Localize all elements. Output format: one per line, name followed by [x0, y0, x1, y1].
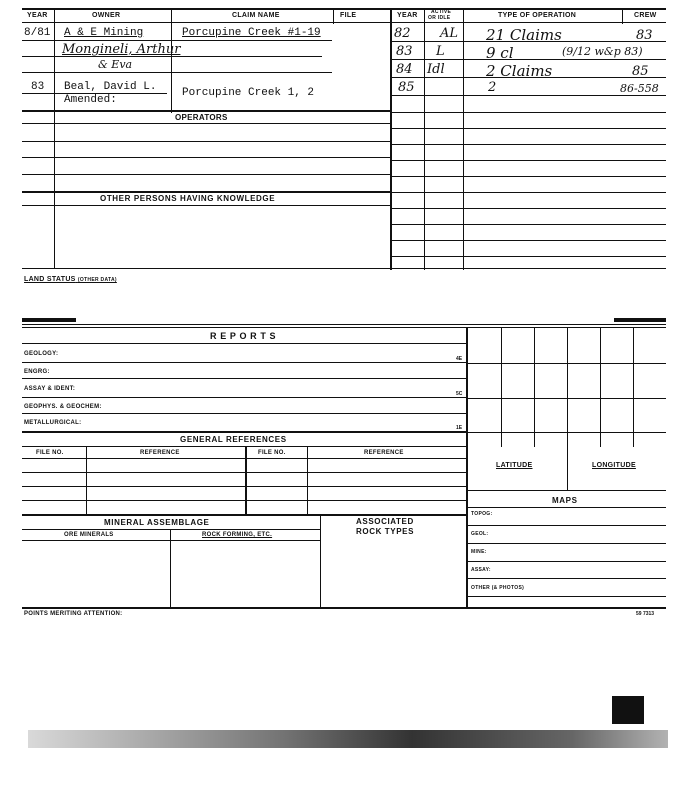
owner-row-5-amended: Amended: [64, 94, 117, 106]
activity-row-2-operation: 9 cl [486, 44, 514, 62]
report-row-line [22, 397, 466, 398]
activity-row-line [390, 256, 666, 257]
reports-heading: R E P O R T S [210, 331, 277, 341]
associated-label: ASSOCIATED [356, 517, 414, 526]
scan-mark [614, 318, 666, 322]
col-header-file: FILE [340, 12, 357, 19]
rock-forming-header: ROCK FORMING, ETC. [202, 532, 273, 538]
activity-row-line [390, 208, 666, 209]
operators-row-line [22, 157, 390, 158]
grid-row [466, 432, 666, 433]
activity-row-line [390, 112, 666, 113]
report-row-line [22, 413, 466, 414]
activity-row-2-note: (9/12 w&p 83) [562, 45, 643, 58]
maps-mine-label: MINE: [471, 549, 487, 555]
owner-row-2-handwritten: Mongineli, Arthur [62, 42, 181, 57]
report-row-line [22, 378, 466, 379]
ref-col-file-no-1: FILE NO. [36, 450, 64, 456]
grid-col [501, 327, 502, 447]
maps-row-line [466, 561, 666, 562]
owner-row-line [22, 72, 332, 73]
divider-active-type [463, 8, 464, 270]
references-col-divider [86, 446, 87, 514]
ref-col-reference-1: REFERENCE [140, 450, 180, 456]
maps-row-line [466, 578, 666, 579]
activity-row-3-operation: 2 Claims [486, 62, 553, 80]
scan-mark [22, 318, 76, 322]
owner-row-4-year: 83 [31, 81, 45, 93]
maps-topog-label: TOPOG: [471, 511, 493, 517]
activity-row-line [390, 240, 666, 241]
references-heading-line [22, 446, 466, 447]
activity-row-line [390, 224, 666, 225]
col-header-year: YEAR [27, 12, 48, 19]
owner-row-1-claim: Porcupine Creek #1-19 [182, 27, 321, 39]
mineral-heading-line [22, 529, 320, 530]
grid-row [466, 363, 666, 364]
activity-row-3-year: 84 [396, 62, 413, 77]
activity-row-line [390, 192, 666, 193]
report-metallurgical-code: 1E [456, 425, 463, 431]
reports-right-divider [466, 327, 468, 607]
col-header-type-of-operation: TYPE OF OPERATION [498, 12, 577, 19]
operators-row-line [22, 123, 390, 124]
references-row-line [22, 486, 466, 487]
maps-other-label: OTHER (& PHOTOS) [471, 585, 525, 591]
grid-col [567, 327, 568, 490]
activity-row-line [390, 176, 666, 177]
operators-top-border [22, 110, 390, 112]
report-geology-code: 4E [456, 356, 463, 362]
ref-col-reference-2: REFERENCE [364, 450, 404, 456]
owner-row-3-handwritten: & Eva [98, 58, 133, 71]
activity-row-line [390, 144, 666, 145]
activity-row-line [390, 95, 666, 96]
mineral-assemblage-heading: MINERAL ASSEMBLAGE [104, 518, 210, 527]
report-geology-label: GEOLOGY: [24, 351, 59, 357]
col-header-active: ACTIVE [431, 9, 452, 15]
mineral-subheading-line [22, 540, 320, 541]
activity-row-2-status: L [436, 44, 445, 59]
owner-row-line [22, 40, 332, 41]
other-persons-top-border [22, 191, 390, 193]
land-status-label: LAND STATUS (OTHER DATA) [24, 276, 117, 283]
top-border [22, 8, 666, 10]
owner-row-line [22, 56, 322, 57]
divider-claim-file [333, 8, 334, 24]
general-references-top-border [22, 431, 466, 433]
mineral-rock-divider [320, 514, 321, 607]
operators-row-line [22, 174, 390, 175]
col-header-crew: CREW [634, 12, 657, 19]
header-bottom-border [22, 22, 666, 23]
longitude-label: LONGITUDE [592, 462, 636, 469]
report-assay-code: 5C [456, 391, 463, 397]
maps-row-line [466, 525, 666, 526]
report-row-line [22, 362, 466, 363]
references-row-line [22, 472, 466, 473]
general-references-heading: GENERAL REFERENCES [180, 435, 287, 444]
report-engrg-label: ENGRG: [24, 369, 50, 375]
grid-col [534, 327, 535, 447]
activity-row-1-operation: 21 Claims [486, 26, 562, 44]
divider-type-crew [622, 8, 623, 24]
references-col-divider [245, 446, 247, 514]
activity-row-line [390, 59, 666, 60]
maps-heading-line [466, 507, 666, 508]
reports-heading-line [22, 343, 466, 344]
scan-artifact-block [612, 696, 644, 724]
activity-row-2-year: 83 [396, 44, 413, 59]
divider-owner-claim [171, 8, 172, 113]
divider-left-right-block [390, 8, 392, 270]
activity-row-3-status: Idl [427, 62, 445, 77]
activity-row-line [390, 41, 666, 42]
owner-row-4-claim: Porcupine Creek 1, 2 [182, 87, 315, 99]
ref-col-file-no-2: FILE NO. [258, 450, 286, 456]
activity-row-3-crew: 85 [632, 64, 649, 79]
divider-year-owner [54, 8, 55, 268]
col-header-or-idle: OR IDLE [428, 15, 451, 21]
owner-row-4-owner: Beal, David L. [64, 81, 157, 93]
form-number: 59 7313 [636, 611, 655, 617]
owner-row-1-year: 8/81 [24, 27, 51, 39]
activity-row-1-crew: 83 [636, 28, 653, 43]
reports-top-border [22, 324, 666, 325]
top-block-bottom-border [22, 268, 666, 269]
activity-row-line [390, 77, 666, 78]
operators-row-line [22, 141, 390, 142]
mineral-top-border [22, 514, 466, 516]
maps-assay-label: ASSAY: [471, 567, 491, 573]
activity-row-line [390, 160, 666, 161]
other-persons-heading: OTHER PERSONS HAVING KNOWLEDGE [100, 194, 276, 203]
activity-row-1-status: AL [440, 26, 459, 41]
activity-row-line [390, 128, 666, 129]
maps-row-line [466, 596, 666, 597]
points-meriting-label: POINTS MERITING ATTENTION: [24, 611, 123, 617]
maps-heading: MAPS [552, 496, 578, 505]
owner-row-1-owner: A & E Mining [64, 27, 144, 39]
maps-row-line [466, 543, 666, 544]
references-row-line [22, 458, 466, 459]
activity-row-1-year: 82 [394, 26, 411, 41]
references-row-line [22, 500, 466, 501]
scan-artifact-band [28, 730, 668, 748]
ore-minerals-header: ORE MINERALS [64, 532, 114, 538]
report-metallurgical-label: METALLURGICAL: [24, 420, 82, 426]
divider-year-active [424, 8, 425, 270]
col-header-claim-name: CLAIM NAME [232, 12, 280, 19]
maps-geol-label: GEOL: [471, 531, 489, 537]
activity-row-4-year: 85 [398, 80, 415, 95]
other-persons-row-line [22, 205, 390, 206]
col-header-year-2: YEAR [397, 12, 418, 19]
latitude-label: LATITUDE [496, 462, 533, 469]
grid-row [466, 398, 666, 399]
grid-col [600, 327, 601, 447]
grid-col [633, 327, 634, 447]
report-geophys-label: GEOPHYS. & GEOCHEM: [24, 404, 102, 410]
bottom-border [22, 607, 666, 609]
rock-types-label: ROCK TYPES [356, 527, 415, 536]
report-assay-label: ASSAY & IDENT: [24, 386, 76, 392]
activity-row-4-crew: 86-558 [620, 82, 659, 95]
col-header-owner: OWNER [92, 12, 121, 19]
owner-row-line [22, 93, 167, 94]
operators-heading: OPERATORS [175, 113, 228, 122]
mineral-col-divider [170, 529, 171, 607]
references-col-divider [307, 446, 308, 514]
reports-top-border-inner [22, 327, 666, 328]
latlong-bottom-line [466, 490, 666, 491]
activity-row-4-operation: 2 [488, 80, 497, 95]
